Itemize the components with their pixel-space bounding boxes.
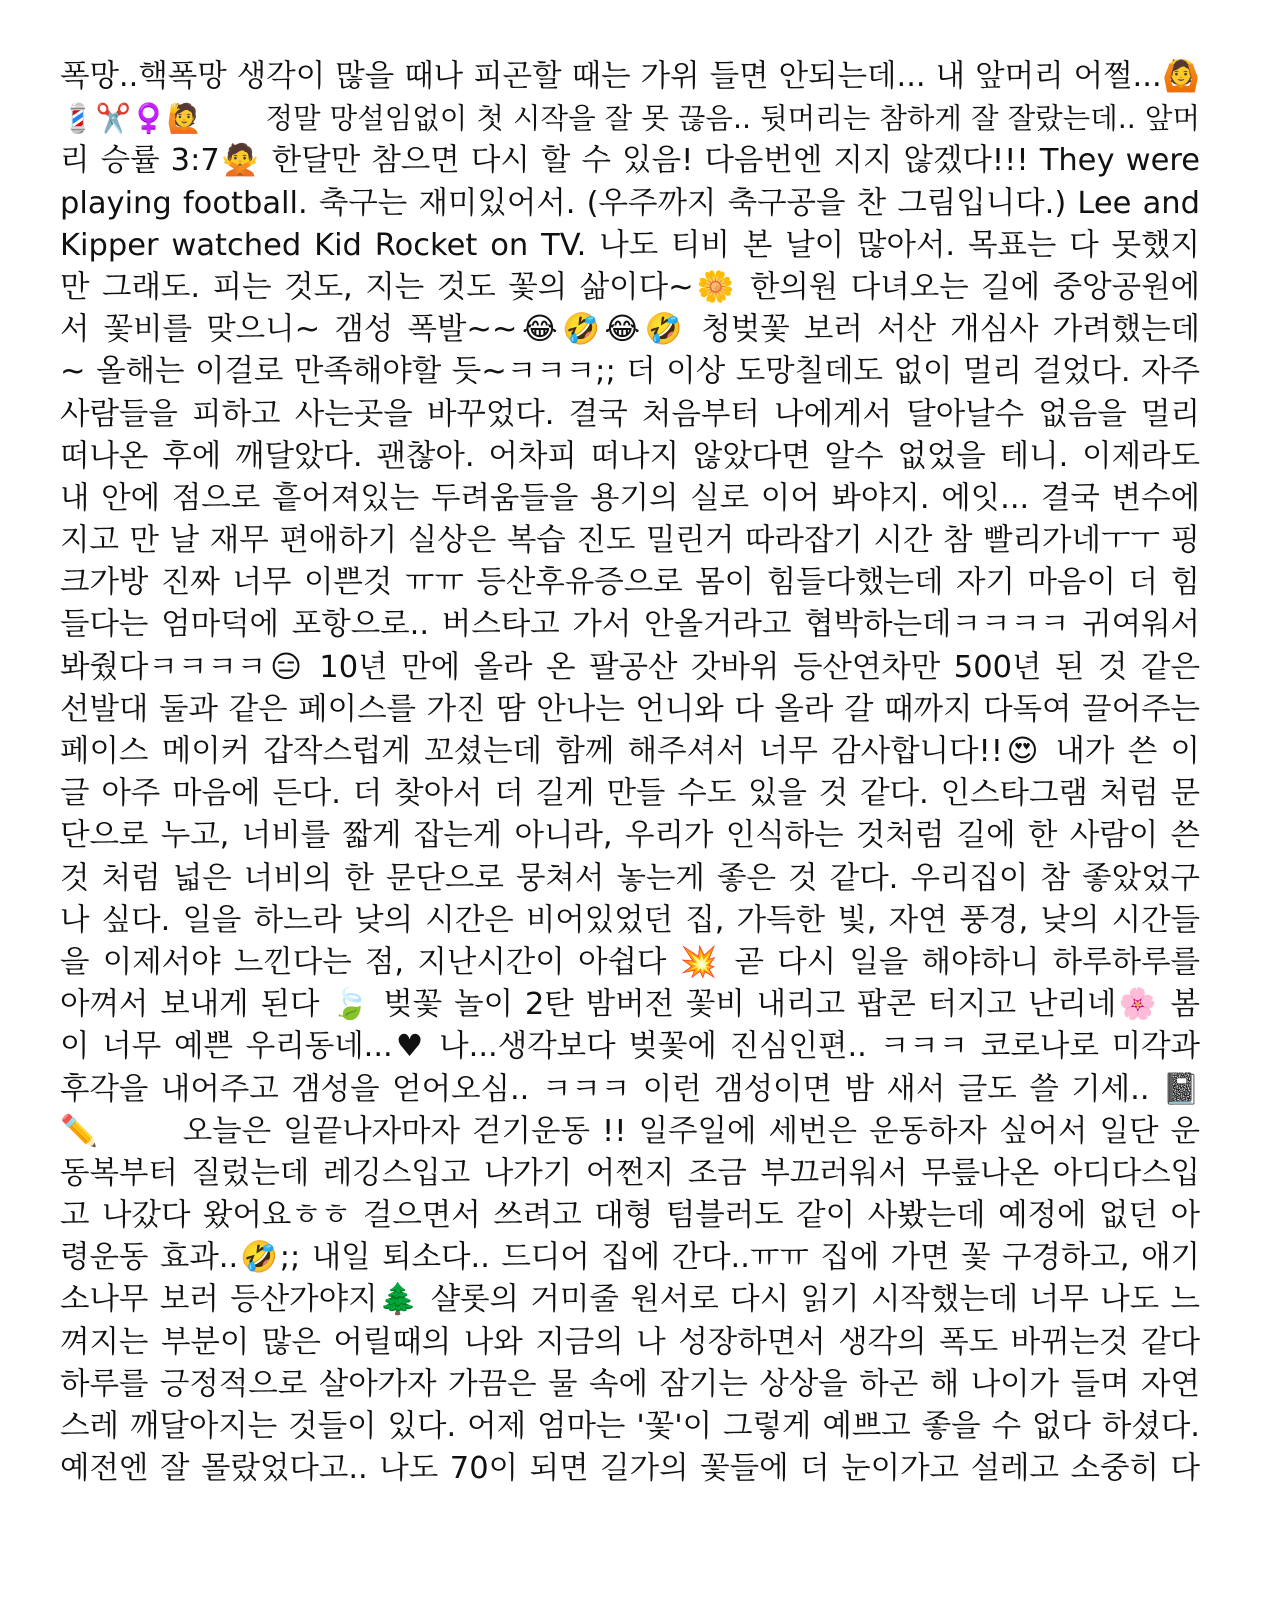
text-line-29: 령운동 효과..🤣;; 내일 퇴소다.. 드디어 집에 간다..ㅠㅠ 집에 가면 꽃 구경하고, 애기	[60, 1240, 1200, 1276]
text-line-10: 떠나온 후에 깨달았다. 괜찮아. 어차피 떠나지 않았다면 알수 없었을 테니. 이제라도	[60, 438, 1200, 474]
text-line-11: 내 안에 점으로 흩어져있는 두려움들을 용기의 실로 이어 봐야지. 에잇... 결국 변수에	[60, 480, 1200, 516]
text-line-12: 지고 만 날 재무 편애하기 실상은 복습 진도 밀린거 따라잡기 시간 참 빨리가네ㅜㅜ 핑	[60, 523, 1200, 559]
text-line-33: 스레 깨달아지는 것들이 있다. 어제 엄마는 '꽃'이 그렇게 예쁘고 좋을 수 없다 하셨다.	[60, 1409, 1200, 1444]
text-line-16: 선발대 둘과 같은 페이스를 가진 땀 안나는 언니와 다 올라 갈 때까지 다독여 끌어주는	[60, 691, 1200, 727]
text-line-6: 만 그래도. 피는 것도, 지는 것도 꽃의 삶이다~🌼 한의원 다녀오는 길에 중앙공원에	[60, 269, 1200, 305]
text-line-17: 페이스 메이커 갑작스럽게 꼬셨는데 함께 해주셔서 너무 감사합니다!!😍 내가 쓴 이	[60, 734, 1200, 769]
text-line-24: 이 너무 예쁜 우리동네...♥ 나...생각보다 벚꽃에 진심인편.. ㅋㅋㅋ 코로나로 미각과	[60, 1029, 1200, 1065]
text-line-18: 글 아주 마음에 든다. 더 찾아서 더 길게 만들 수도 있을 것 같다. 인스타그램 처럼 문	[60, 776, 1200, 812]
text-line-5: Kipper watched Kid Rocket on TV. 나도 티비 본 날이 많아서. 목표는 다 못했지	[60, 227, 1200, 263]
text-line-22: 을 이제서야 느낀다는 점, 지난시간이 아쉽다 💥 곧 다시 일을 해야하니 하루하루를	[60, 944, 1200, 980]
text-line-27: 동복부터 질렀는데 레깅스입고 나가기 어쩐지 조금 부끄러워서 무릎나온 아디다스입	[60, 1155, 1200, 1191]
text-line-7: 서 꽃비를 맞으니~ 갬성 폭발~~😂🤣😂🤣 청벚꽃 보러 서산 개심사 가려했는데	[60, 312, 1200, 348]
text-line-9: 사람들을 피하고 사는곳을 바꾸었다. 결국 처음부터 나에게서 달아날수 없음을 멀리	[60, 396, 1200, 432]
text-line-30: 소나무 보러 등산가야지🌲 샬롯의 거미줄 원서로 다시 읽기 시작했는데 너무 나도 느	[60, 1282, 1200, 1318]
text-line-25: 후각을 내어주고 갬성을 얻어오심.. ㅋㅋㅋ 이런 갬성이면 밤 새서 글도 쓸 기세.. 📓	[60, 1071, 1200, 1107]
text-line-19: 단으로 누고, 너비를 짧게 잡는게 아니라, 우리가 인식하는 것처럼 길에 한 사람이 쓴	[60, 818, 1200, 854]
text-line-23: 아껴서 보내게 된다 🍃 벚꽃 놀이 2탄 밤버전 꽃비 내리고 팝콘 터지고 난리네🌸 봄	[60, 987, 1200, 1023]
text-line-3: 리 승률 3:7🙅 한달만 참으면 다시 할 수 있음! 다음번엔 지지 않겠다!!! They were	[60, 143, 1200, 179]
text-line-2: 💈✂️♀️🙋 정말 망설임없이 첫 시작을 잘 못 끊음.. 뒷머리는 참하게 잘 잘랐는데.. 앞머	[60, 102, 1200, 136]
text-line-8: ~ 올해는 이걸로 만족해야할 듯~ㅋㅋㅋ;; 더 이상 도망칠데도 없이 멀리 걸었다. 자주	[60, 354, 1200, 390]
text-line-4: playing football. 축구는 재미있어서. (우주까지 축구공을 찬 그림입니다.) Lee and	[60, 185, 1200, 221]
text-line-15: 봐줬다ㅋㅋㅋㅋ😑 10년 만에 올라 온 팔공산 갓바위 등산연차만 500년 된 것 같은	[60, 649, 1200, 685]
text-line-32: 하루를 긍정적으로 살아가자 가끔은 물 속에 잠기는 상상을 하곤 해 나이가 들며 자연	[60, 1366, 1200, 1402]
text-line-1: 폭망..핵폭망 생각이 많을 때나 피곤할 때는 가위 들면 안되는데... 내 앞머리 어쩔...🙆	[60, 59, 1200, 94]
text-line-28: 고 나갔다 왔어요ㅎㅎ 걸으면서 쓰려고 대형 텀블러도 같이 사봤는데 예정에 없던 아	[60, 1198, 1200, 1234]
text-document	[60, 56, 1200, 1490]
text-line-14: 들다는 엄마덕에 포항으로.. 버스타고 가서 안올거라고 협박하는데ㅋㅋㅋㅋ 귀여워서	[60, 607, 1200, 643]
text-line-21: 나 싶다. 일을 하느라 낮의 시간은 비어있었던 집, 가득한 빛, 자연 풍경, 낮의 시간들	[60, 902, 1200, 938]
text-line-20: 것 처럼 넓은 너비의 한 문단으로 뭉쳐서 놓는게 좋은 것 같다. 우리집이 참 좋았었구	[60, 860, 1200, 896]
text-line-13: 크가방 진짜 너무 이쁜것 ㅠㅠ 등산후유증으로 몸이 힘들다했는데 자기 마음이 더 힘	[60, 565, 1200, 601]
text-line-31: 껴지는 부분이 많은 어릴때의 나와 지금의 나 성장하면서 생각의 폭도 바뀌는것 같다	[60, 1324, 1200, 1360]
text-line-34: 예전엔 잘 몰랐었다고.. 나도 70이 되면 길가의 꽃들에 더 눈이가고 설레고 소중히 다	[60, 1451, 1200, 1487]
text-line-26: ✏️ 오늘은 일끝나자마자 걷기운동 !! 일주일에 세번은 운동하자 싶어서 일단 운	[60, 1113, 1200, 1149]
